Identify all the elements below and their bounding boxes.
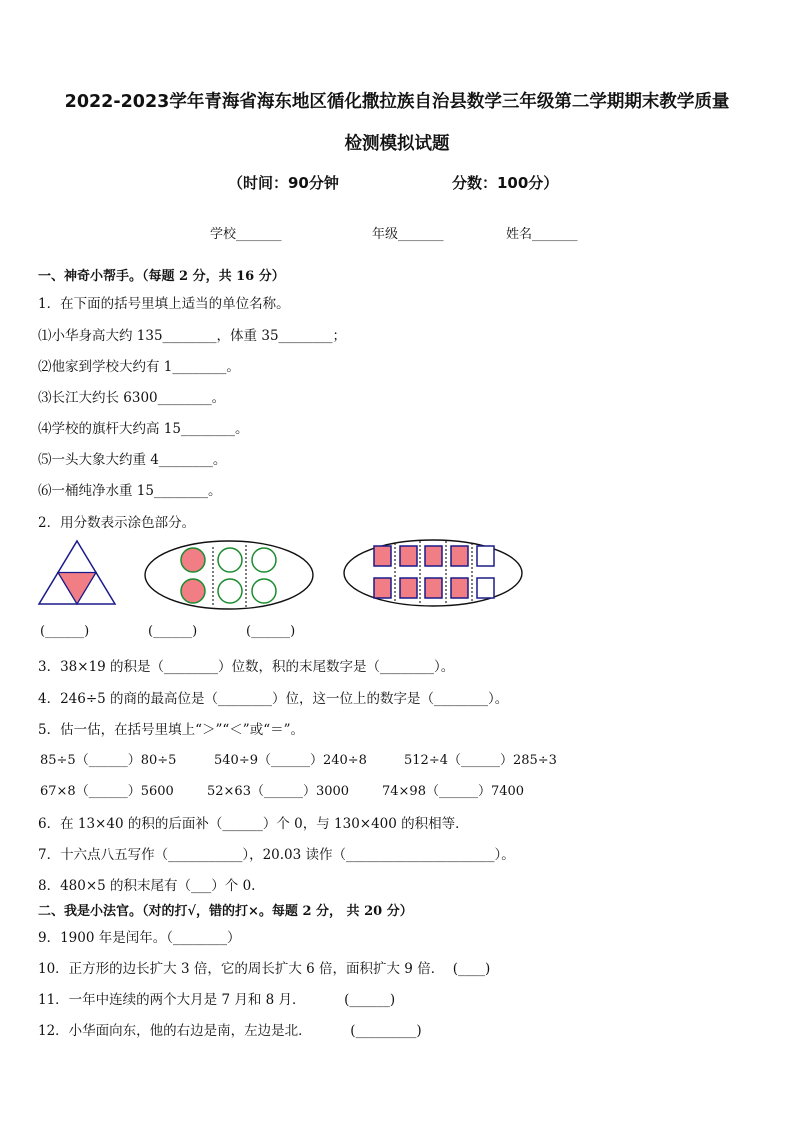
q12: 12．小华面向东，他的右边是南，左边是北． (_________) (38, 1023, 422, 1039)
q1-item-1: ⑴小华身高大约 135________，体重 35________； (38, 328, 347, 344)
circle-empty (218, 548, 242, 572)
square-shaded (425, 578, 442, 598)
square-shaded (451, 578, 468, 598)
q2-blank-1: (______) (40, 624, 90, 639)
q1-item-3: ⑶长江大约长 6300________。 (38, 390, 226, 406)
exam-title-line1: 2022-2023学年青海省海东地区循化撒拉族自治县数学三年级第二学期期末教学质量 (64, 92, 730, 112)
q11: 11．一年中连续的两个大月是 7 月和 8 月． (______) (38, 992, 396, 1008)
exam-title-line2: 检测模拟试题 (344, 134, 450, 154)
exam-time: （时间：90分钟 (228, 174, 339, 192)
triangle-figure (38, 538, 118, 606)
q7: 7．十六点八五写作（___________），20.03 读作（______________________）。 (38, 847, 515, 863)
q1-item-6: ⑹一桶纯净水重 15________。 (38, 483, 222, 499)
square-shaded (374, 578, 391, 598)
q5-cell: 74×98（______）7400 (382, 784, 525, 799)
circle-empty (252, 548, 276, 572)
q1-item-2: ⑵他家到学校大约有 1________。 (38, 359, 240, 375)
square-shaded (374, 546, 391, 566)
q4: 4．246÷5 的商的最高位是（________）位，这一位上的数字是（________）。 (38, 691, 509, 707)
circle-shaded (181, 579, 205, 603)
circles-ellipse-figure (143, 539, 315, 611)
q3: 3．38×19 的积是（________）位数，积的末尾数字是（________）。 (38, 659, 455, 675)
circle-shaded (181, 548, 205, 572)
q5-cell: 540÷9（______）240÷8 (214, 753, 367, 768)
q5-cell: 67×8（______）5600 (40, 784, 174, 799)
square-empty (477, 546, 494, 566)
q2-blank-2: (______) (148, 624, 198, 639)
square-shaded (451, 546, 468, 566)
q5-cell: 512÷4（______）285÷3 (404, 753, 557, 768)
q6: 6．在 13×40 的积的后面补（______）个 0，与 130×400 的积相等． (38, 816, 469, 832)
circle-empty (252, 579, 276, 603)
q1-item-5: ⑸一头大象大约重 4________。 (38, 452, 227, 468)
square-shaded (400, 546, 417, 566)
square-empty (477, 578, 494, 598)
square-shaded (400, 578, 417, 598)
q1-stem: 1．在下面的括号里填上适当的单位名称。 (38, 296, 290, 312)
q1-item-4: ⑷学校的旗杆大约高 15________。 (38, 421, 249, 437)
q10: 10．正方形的边长扩大 3 倍，它的周长扩大 6 倍，面积扩大 9 倍． (____) (38, 961, 491, 977)
name-field: 姓名_______ (506, 227, 578, 242)
exam-score: 分数：100分） (452, 174, 559, 192)
square-shaded (425, 546, 442, 566)
circle-empty (218, 579, 242, 603)
grade-field: 年级_______ (372, 227, 444, 242)
q9: 9．1900 年是闰年。（________） (38, 930, 241, 946)
q5-stem: 5．估一估，在括号里填上“＞”“＜”或“＝”。 (38, 722, 304, 738)
q2-stem: 2．用分数表示涂色部分。 (38, 515, 196, 531)
section1-heading: 一、神奇小帮手。（每题 2 分，共 16 分） (38, 269, 285, 284)
q5-cell: 85÷5（______）80÷5 (40, 753, 177, 768)
q5-cell: 52×63（______）3000 (207, 784, 350, 799)
q2-blank-3: (______) (246, 624, 296, 639)
section2-heading: 二、我是小法官。（对的打√，错的打×。每题 2 分， 共 20 分） (38, 904, 413, 919)
school-field: 学校_______ (210, 227, 282, 242)
q8: 8．480×5 的积末尾有（___）个 0. (38, 878, 256, 894)
squares-ellipse-figure (342, 538, 524, 608)
